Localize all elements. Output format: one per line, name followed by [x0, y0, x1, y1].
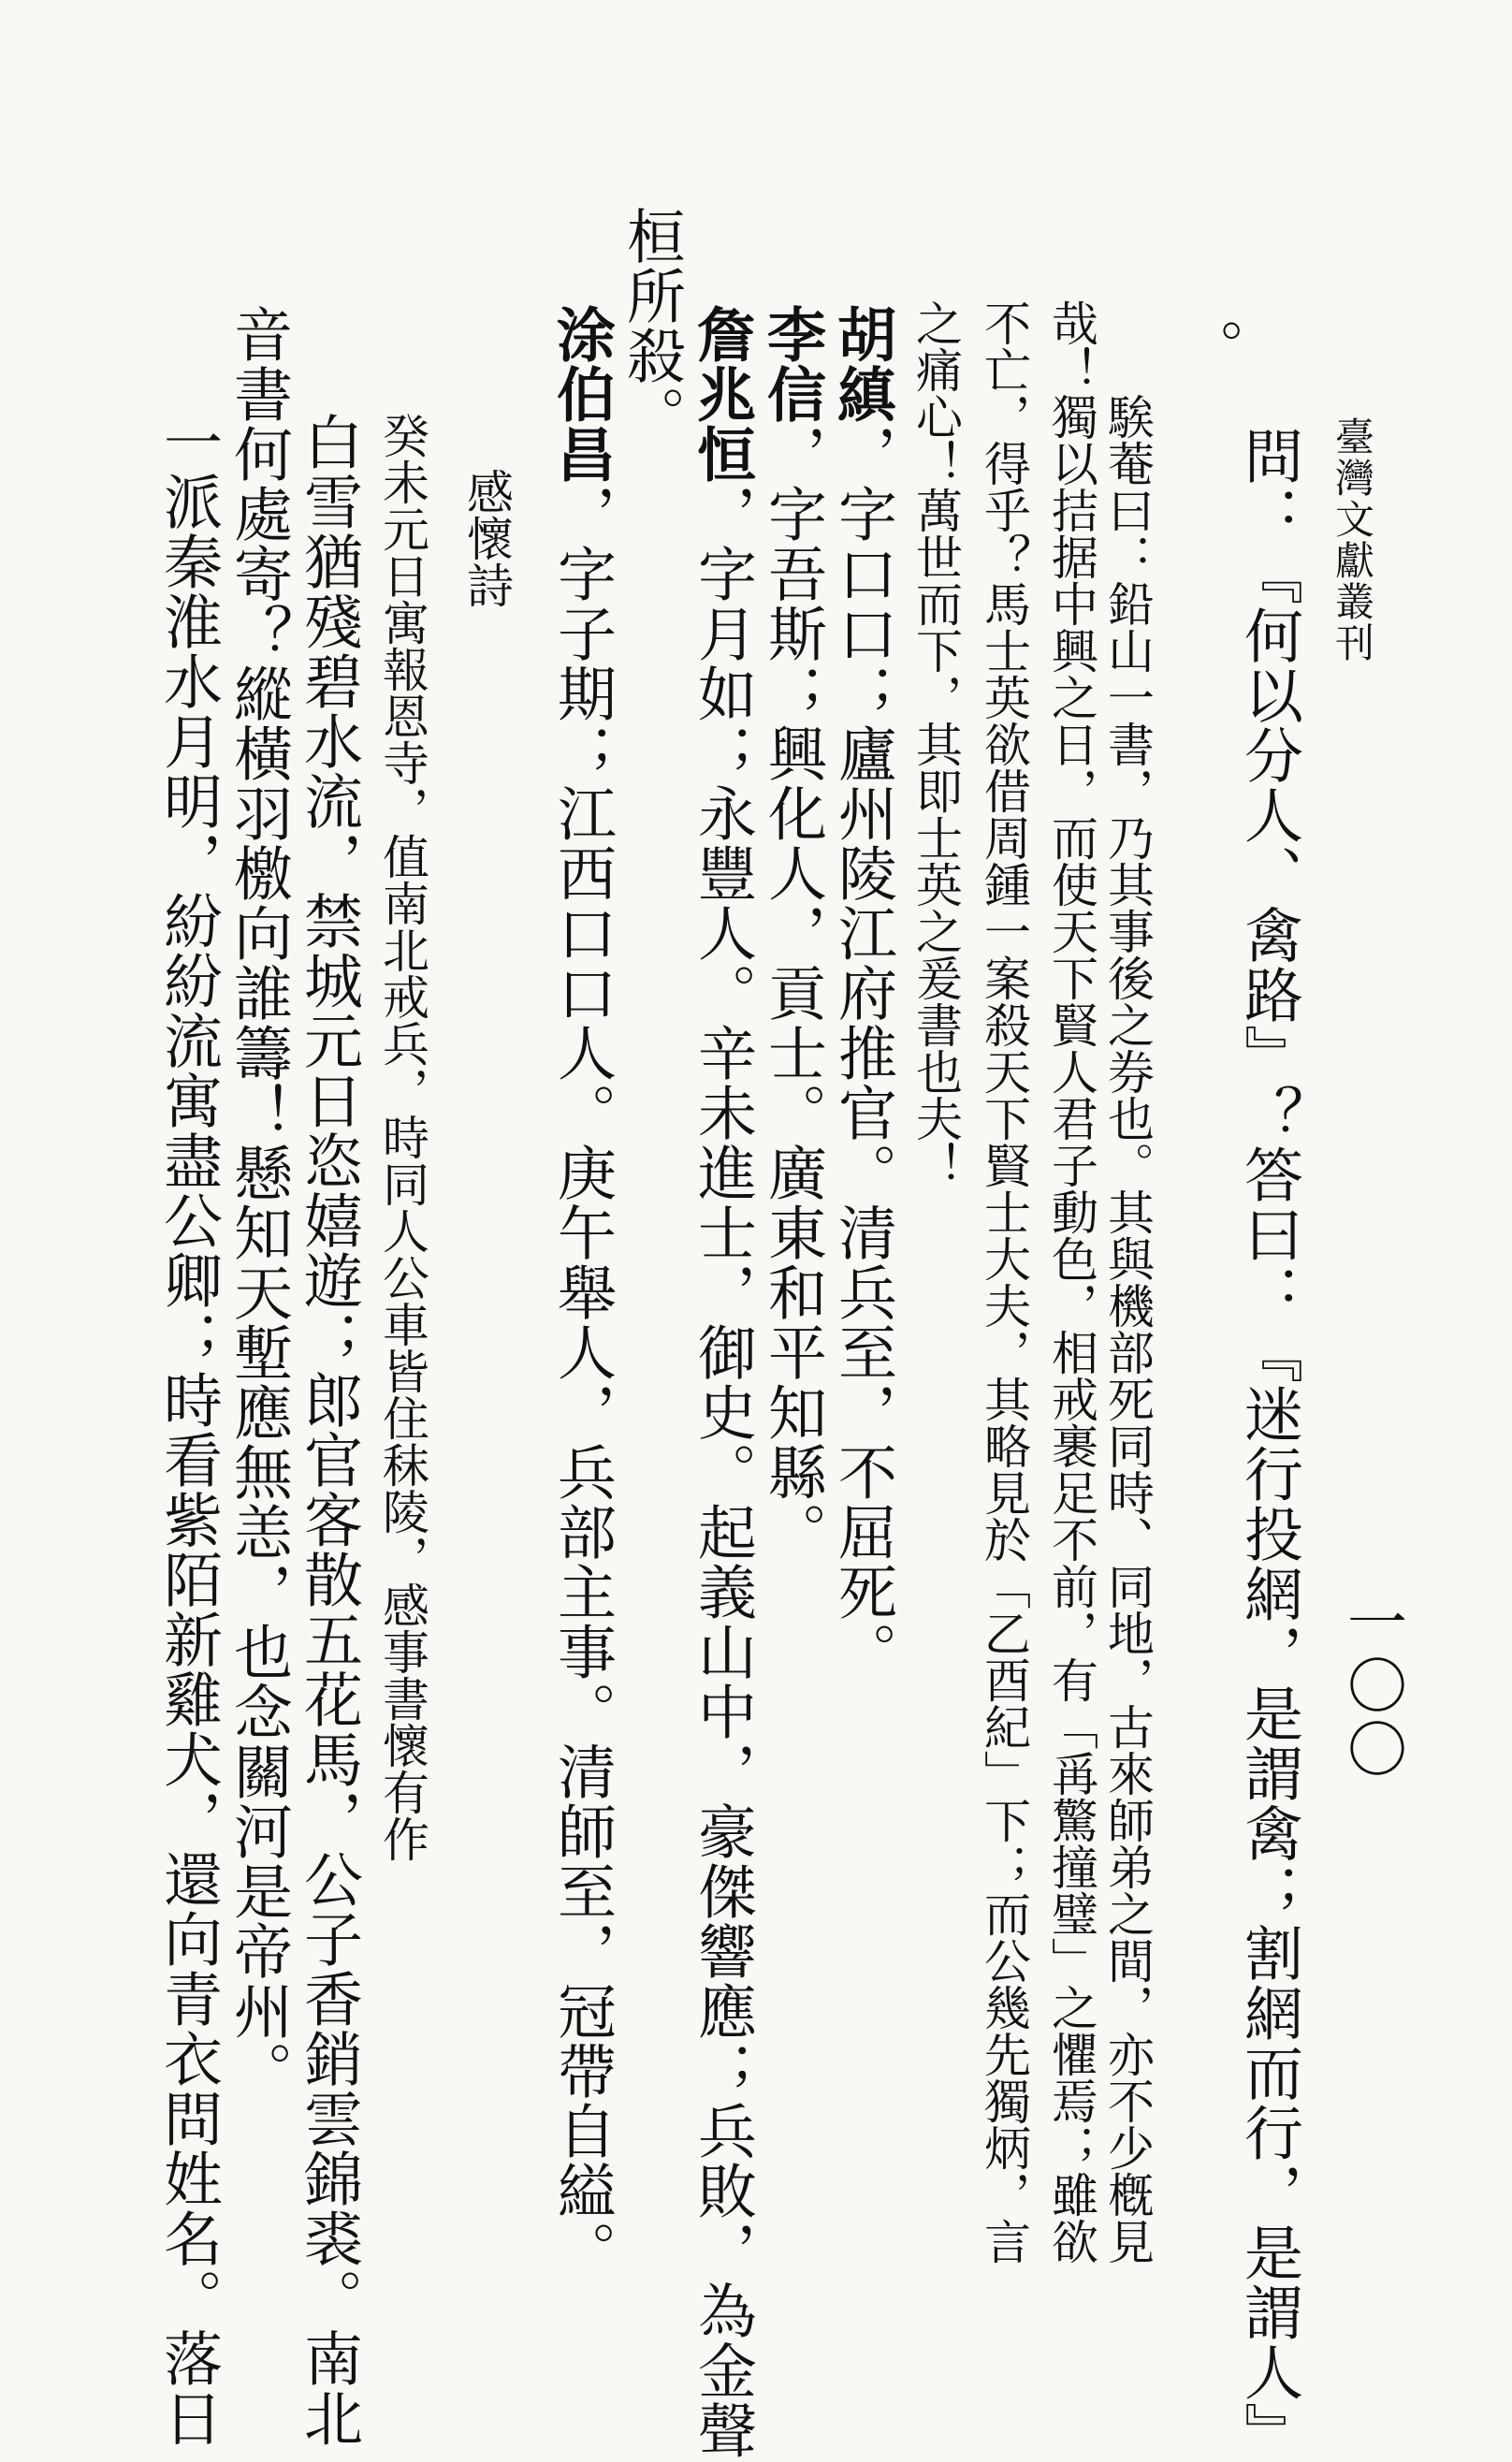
entry-text: ，字口口；廬州陵江府推官。清兵至，不屈死。: [829, 424, 897, 1682]
entry-name: 詹兆恒: [688, 304, 757, 484]
entry-zhan-zhaoheng: [688, 304, 757, 2460]
poem-title: 感懷詩: [459, 468, 514, 608]
entry-name: 涂伯昌: [547, 304, 617, 484]
text-column-1: [1235, 426, 1303, 2462]
poem-line-3: 一派秦淮水月明，紛紛流寓盡公卿；時看紫陌新雞犬，還向青衣問姓名。落日: [154, 412, 223, 2448]
page-number: 一〇〇: [1337, 1591, 1406, 1782]
entry-tu-bochang: [547, 304, 617, 2280]
commentary-column-1: 騃菴曰：鉛山一書，乃其事後之券也。其與機部死同時、同地，古來師弟之間，亦不少槪見: [1100, 393, 1155, 2265]
entry-name: 李信: [758, 304, 827, 424]
poem-line-1: 白雪猶殘碧水流，禁城元日恣嬉遊；郎官客散五花馬，公子香銷雲錦裘。南北: [295, 412, 363, 2448]
poem-line-2: 音書何處寄？縱橫羽檄向誰籌！懸知天塹應無恙，也念關河是帝州。: [225, 304, 293, 2101]
entry-hu-zhen: [828, 304, 897, 1682]
commentary-column-4: 之痛心！萬世而下，其即士英之爰書也夫！: [909, 299, 963, 1188]
text-column-2: 。: [1176, 318, 1244, 378]
commentary-column-3: 不亡，得乎？馬士英欲借周鍾一案殺天下賢士大夫，其略見於「乙酉紀」下；而公幾先獨炳，言: [977, 299, 1031, 2265]
commentary-column-2: 哉！獨以拮据中興之日，而使天下賢人君子動色，相戒裹足不前，有「爯驚撞璧」之懼焉；雖欲: [1044, 299, 1098, 2265]
entry-li-xin: [758, 304, 827, 1562]
entry-name: 胡縝: [828, 304, 897, 424]
entry-text: ，字月如；永豐人。辛未進士，御史。起義山中，豪傑響應；兵敗，為金聲: [689, 484, 757, 2460]
question-text: 『何以分人、禽路』？答曰：『迷行投網，是謂禽；割網而行，是謂人』: [1235, 546, 1303, 2462]
poem-preface: 癸未元日寓報恩寺，值南北戒兵，時同人公車皆住秣陵，感事書懷有作: [375, 412, 429, 1862]
entry-continuation: 桓所殺。: [618, 206, 686, 445]
question-marker: 問：: [1235, 426, 1303, 546]
entry-text: ，字子期；江西口口人。庚午舉人，兵部主事。清師至，冠帶自縊。: [548, 484, 617, 2280]
series-title: 臺灣文獻叢刊: [1330, 416, 1375, 663]
entry-text: ，字吾斯；興化人，貢士。廣東和平知縣。: [759, 424, 827, 1562]
